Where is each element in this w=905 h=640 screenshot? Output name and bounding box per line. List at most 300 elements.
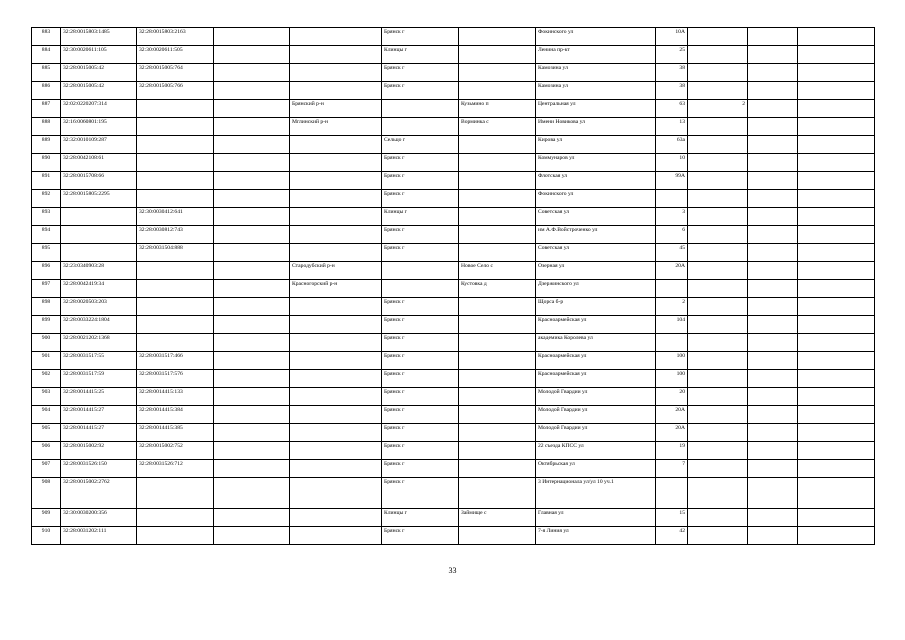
cadastral-number-cell: 32:28:0015708:66 <box>61 172 137 190</box>
cadastral-number-cell: 32:30:0030200:356 <box>61 509 137 527</box>
cadastral-number-cell: 32:28:0015803:1485 <box>61 28 137 46</box>
object-cadastral-number-cell <box>137 136 214 154</box>
street-cell: Молодой Гвардии ул <box>536 388 656 406</box>
table-row <box>32 226 875 244</box>
cadastral-number-cell: 32:28:0031517:55 <box>61 352 137 370</box>
building-cell <box>688 64 748 82</box>
settlement-cell <box>459 82 536 100</box>
object-cadastral-number-cell <box>137 190 214 208</box>
empty-cell <box>748 154 798 172</box>
building-cell <box>688 316 748 334</box>
city-cell: Сельцо г <box>382 136 459 154</box>
district-cell <box>290 424 382 442</box>
cadastral-number-cell <box>61 244 137 262</box>
row-number-cell: 909 <box>32 509 61 527</box>
building-cell <box>688 460 748 478</box>
cadastral-number-cell: 32:28:0031202:111 <box>61 527 137 545</box>
district-cell <box>290 527 382 545</box>
empty-cell <box>798 82 875 100</box>
settlement-cell <box>459 64 536 82</box>
settlement-cell <box>459 406 536 424</box>
cadastral-number-cell: 32:28:0015002:2762 <box>61 478 137 509</box>
table-row <box>32 527 875 545</box>
settlement-cell <box>459 424 536 442</box>
empty-cell <box>748 190 798 208</box>
empty-cell <box>214 478 290 509</box>
empty-cell <box>748 478 798 509</box>
cadastral-number-cell: 32:28:0021202:1368 <box>61 334 137 352</box>
cadastral-number-cell <box>61 226 137 244</box>
empty-cell <box>798 226 875 244</box>
empty-cell <box>214 64 290 82</box>
street-cell: Озерная ул <box>536 262 656 280</box>
empty-cell <box>798 460 875 478</box>
house-cell: 20А <box>656 424 688 442</box>
empty-cell <box>214 208 290 226</box>
city-cell: Брянск г <box>382 172 459 190</box>
empty-cell <box>798 442 875 460</box>
empty-cell <box>798 64 875 82</box>
building-cell: 2 <box>688 100 748 118</box>
table-row <box>32 118 875 136</box>
empty-cell <box>798 136 875 154</box>
object-cadastral-number-cell <box>137 509 214 527</box>
house-cell: 38 <box>656 64 688 82</box>
table-row <box>32 64 875 82</box>
row-number-cell: 884 <box>32 46 61 64</box>
house-cell: 38 <box>656 82 688 100</box>
district-cell <box>290 352 382 370</box>
empty-cell <box>798 100 875 118</box>
building-cell <box>688 244 748 262</box>
object-cadastral-number-cell: 32:28:0014415:385 <box>137 424 214 442</box>
house-cell: 100 <box>656 352 688 370</box>
empty-cell <box>748 244 798 262</box>
settlement-cell <box>459 208 536 226</box>
settlement-cell <box>459 190 536 208</box>
empty-cell <box>214 100 290 118</box>
empty-cell <box>214 298 290 316</box>
row-number-cell: 896 <box>32 262 61 280</box>
settlement-cell <box>459 370 536 388</box>
row-number-cell: 890 <box>32 154 61 172</box>
street-cell: Ленина пр-кт <box>536 46 656 64</box>
street-cell: Флотская ул <box>536 172 656 190</box>
empty-cell <box>748 64 798 82</box>
empty-cell <box>798 280 875 298</box>
object-cadastral-number-cell <box>137 527 214 545</box>
street-cell: Кирова ул <box>536 136 656 154</box>
table-row <box>32 154 875 172</box>
house-cell <box>656 478 688 509</box>
empty-cell <box>748 460 798 478</box>
city-cell: Брянск г <box>382 406 459 424</box>
street-cell: Советская ул <box>536 208 656 226</box>
settlement-cell <box>459 442 536 460</box>
table-row <box>32 82 875 100</box>
empty-cell <box>214 46 290 64</box>
cadastral-number-cell <box>61 208 137 226</box>
table-row <box>32 352 875 370</box>
empty-cell <box>214 28 290 46</box>
district-cell: Брянский р-н <box>290 100 382 118</box>
empty-cell <box>748 406 798 424</box>
settlement-cell <box>459 460 536 478</box>
district-cell <box>290 478 382 509</box>
city-cell: Брянск г <box>382 442 459 460</box>
settlement-cell <box>459 298 536 316</box>
table-row <box>32 100 875 118</box>
city-cell: Брянск г <box>382 82 459 100</box>
empty-cell <box>214 406 290 424</box>
empty-cell <box>748 424 798 442</box>
object-cadastral-number-cell: 32:30:0030412:641 <box>137 208 214 226</box>
district-cell <box>290 172 382 190</box>
object-cadastral-number-cell: 32:30:0020611:505 <box>137 46 214 64</box>
empty-cell <box>748 388 798 406</box>
city-cell: Клинцы г <box>382 208 459 226</box>
building-cell <box>688 28 748 46</box>
building-cell <box>688 190 748 208</box>
object-cadastral-number-cell <box>137 280 214 298</box>
cadastral-number-cell: 32:28:0015005:42 <box>61 64 137 82</box>
empty-cell <box>214 509 290 527</box>
city-cell: Клинцы г <box>382 46 459 64</box>
object-cadastral-number-cell: 32:28:0015005:766 <box>137 82 214 100</box>
house-cell: 10А <box>656 28 688 46</box>
street-cell: Октябрьская ул <box>536 460 656 478</box>
city-cell: Брянск г <box>382 316 459 334</box>
row-number-cell: 897 <box>32 280 61 298</box>
district-cell <box>290 244 382 262</box>
building-cell <box>688 424 748 442</box>
empty-cell <box>748 208 798 226</box>
object-cadastral-number-cell <box>137 172 214 190</box>
empty-cell <box>214 527 290 545</box>
empty-cell <box>748 172 798 190</box>
object-cadastral-number-cell <box>137 298 214 316</box>
object-cadastral-number-cell: 32:28:0014415:384 <box>137 406 214 424</box>
building-cell <box>688 208 748 226</box>
empty-cell <box>798 388 875 406</box>
row-number-cell: 910 <box>32 527 61 545</box>
street-cell: Красноармейская ул <box>536 352 656 370</box>
cadastral-number-cell: 32:30:0020611:105 <box>61 46 137 64</box>
city-cell: Брянск г <box>382 334 459 352</box>
row-number-cell: 893 <box>32 208 61 226</box>
building-cell <box>688 352 748 370</box>
table-row <box>32 334 875 352</box>
district-cell <box>290 442 382 460</box>
empty-cell <box>798 46 875 64</box>
cadastral-number-cell: 32:28:0031526:150 <box>61 460 137 478</box>
cadastral-number-cell: 32:28:0042419:34 <box>61 280 137 298</box>
city-cell <box>382 100 459 118</box>
row-number-cell: 906 <box>32 442 61 460</box>
district-cell <box>290 388 382 406</box>
house-cell: 20А <box>656 406 688 424</box>
empty-cell <box>214 136 290 154</box>
building-cell <box>688 82 748 100</box>
object-cadastral-number-cell: 32:28:0031504:888 <box>137 244 214 262</box>
street-cell: Фокинского ул <box>536 190 656 208</box>
empty-cell <box>748 226 798 244</box>
table-row <box>32 244 875 262</box>
settlement-cell <box>459 154 536 172</box>
cadastral-number-cell: 32:28:0015005:42 <box>61 82 137 100</box>
street-cell: Камозина ул <box>536 82 656 100</box>
district-cell <box>290 208 382 226</box>
district-cell <box>290 28 382 46</box>
empty-cell <box>214 262 290 280</box>
building-cell <box>688 509 748 527</box>
cadastral-number-cell: 32:28:0042108:61 <box>61 154 137 172</box>
empty-cell <box>748 118 798 136</box>
empty-cell <box>214 460 290 478</box>
street-cell: Фокинского ул <box>536 28 656 46</box>
empty-cell <box>798 478 875 509</box>
city-cell: Брянск г <box>382 424 459 442</box>
row-number-cell: 888 <box>32 118 61 136</box>
empty-cell <box>748 370 798 388</box>
settlement-cell: Новое Село с <box>459 262 536 280</box>
empty-cell <box>798 154 875 172</box>
cadastral-number-cell: 32:28:0014415:25 <box>61 388 137 406</box>
district-cell: Красногорский р-н <box>290 280 382 298</box>
table-row <box>32 262 875 280</box>
district-cell <box>290 370 382 388</box>
row-number-cell: 900 <box>32 334 61 352</box>
street-cell: Коммунаров ул <box>536 154 656 172</box>
object-cadastral-number-cell <box>137 334 214 352</box>
empty-cell <box>798 316 875 334</box>
house-cell: 6 <box>656 226 688 244</box>
table-row <box>32 28 875 46</box>
row-number-cell: 889 <box>32 136 61 154</box>
street-cell: 7-я Линия ул <box>536 527 656 545</box>
empty-cell <box>748 442 798 460</box>
city-cell: Брянск г <box>382 352 459 370</box>
house-cell: 42 <box>656 527 688 545</box>
empty-cell <box>798 298 875 316</box>
empty-cell <box>748 82 798 100</box>
settlement-cell: Кустовка д <box>459 280 536 298</box>
empty-cell <box>798 190 875 208</box>
row-number-cell: 885 <box>32 64 61 82</box>
building-cell <box>688 442 748 460</box>
row-number-cell: 898 <box>32 298 61 316</box>
cadastral-number-cell: 32:28:0020503:203 <box>61 298 137 316</box>
building-cell <box>688 406 748 424</box>
street-cell: академика Королева ул <box>536 334 656 352</box>
object-cadastral-number-cell: 32:28:0030812:743 <box>137 226 214 244</box>
district-cell <box>290 136 382 154</box>
settlement-cell <box>459 172 536 190</box>
building-cell <box>688 478 748 509</box>
city-cell: Брянск г <box>382 298 459 316</box>
cadastral-number-cell: 32:28:0033224:1804 <box>61 316 137 334</box>
house-cell: 19 <box>656 442 688 460</box>
building-cell <box>688 136 748 154</box>
street-cell: Советская ул <box>536 244 656 262</box>
building-cell <box>688 262 748 280</box>
empty-cell <box>798 370 875 388</box>
empty-cell <box>748 334 798 352</box>
empty-cell <box>214 226 290 244</box>
city-cell: Брянск г <box>382 226 459 244</box>
empty-cell <box>214 190 290 208</box>
table-row <box>32 509 875 527</box>
house-cell: 20А <box>656 262 688 280</box>
cadastral-number-cell: 32:23:0340903:28 <box>61 262 137 280</box>
street-cell: 22 съезда КПСС ул <box>536 442 656 460</box>
empty-cell <box>748 46 798 64</box>
empty-cell <box>748 316 798 334</box>
settlement-cell <box>459 28 536 46</box>
city-cell <box>382 118 459 136</box>
empty-cell <box>214 154 290 172</box>
row-number-cell: 895 <box>32 244 61 262</box>
city-cell: Клинцы г <box>382 509 459 527</box>
row-number-cell: 905 <box>32 424 61 442</box>
table-row <box>32 478 875 509</box>
house-cell: 100 <box>656 370 688 388</box>
table-row <box>32 190 875 208</box>
cadastral-number-cell: 32:28:0015805:2295 <box>61 190 137 208</box>
empty-cell <box>214 424 290 442</box>
table-row <box>32 406 875 424</box>
settlement-cell <box>459 352 536 370</box>
empty-cell <box>798 334 875 352</box>
table-body <box>32 28 875 545</box>
house-cell: 15 <box>656 509 688 527</box>
house-cell: 7 <box>656 460 688 478</box>
street-cell: 3 Интернационала ул/ул 10 уч.1 <box>536 478 656 509</box>
empty-cell <box>748 352 798 370</box>
street-cell: Молодой Гвардии ул <box>536 424 656 442</box>
empty-cell <box>748 298 798 316</box>
table-row <box>32 370 875 388</box>
empty-cell <box>748 136 798 154</box>
empty-cell <box>214 280 290 298</box>
settlement-cell <box>459 136 536 154</box>
city-cell: Брянск г <box>382 370 459 388</box>
building-cell <box>688 172 748 190</box>
building-cell <box>688 118 748 136</box>
district-cell <box>290 64 382 82</box>
settlement-cell <box>459 316 536 334</box>
empty-cell <box>748 527 798 545</box>
district-cell <box>290 334 382 352</box>
cadastral-number-cell: 32:02:0220207:314 <box>61 100 137 118</box>
street-cell: Дзержинского ул <box>536 280 656 298</box>
house-cell: 63 <box>656 100 688 118</box>
house-cell: 10 <box>656 154 688 172</box>
empty-cell <box>214 334 290 352</box>
empty-cell <box>214 388 290 406</box>
cadastral-number-cell: 32:28:0031517:59 <box>61 370 137 388</box>
house-cell <box>656 280 688 298</box>
city-cell: Брянск г <box>382 244 459 262</box>
row-number-cell: 903 <box>32 388 61 406</box>
empty-cell <box>798 172 875 190</box>
table-row <box>32 316 875 334</box>
house-cell <box>656 334 688 352</box>
building-cell <box>688 334 748 352</box>
settlement-cell <box>459 244 536 262</box>
settlement-cell <box>459 226 536 244</box>
empty-cell <box>214 370 290 388</box>
building-cell <box>688 527 748 545</box>
settlement-cell <box>459 478 536 509</box>
district-cell <box>290 82 382 100</box>
house-cell: 20 <box>656 388 688 406</box>
settlement-cell: Кузьмино п <box>459 100 536 118</box>
object-cadastral-number-cell <box>137 118 214 136</box>
district-cell: Мглинский р-н <box>290 118 382 136</box>
object-cadastral-number-cell: 32:28:0015005:764 <box>137 64 214 82</box>
row-number-cell: 891 <box>32 172 61 190</box>
district-cell <box>290 226 382 244</box>
empty-cell <box>748 280 798 298</box>
empty-cell <box>798 262 875 280</box>
table-row <box>32 298 875 316</box>
empty-cell <box>748 509 798 527</box>
row-number-cell: 894 <box>32 226 61 244</box>
row-number-cell: 904 <box>32 406 61 424</box>
district-cell <box>290 316 382 334</box>
street-cell: Молодой Гвардии ул <box>536 406 656 424</box>
table-row <box>32 46 875 64</box>
object-cadastral-number-cell <box>137 316 214 334</box>
empty-cell <box>214 118 290 136</box>
empty-cell <box>748 100 798 118</box>
building-cell <box>688 370 748 388</box>
building-cell <box>688 280 748 298</box>
house-cell: 99А <box>656 172 688 190</box>
empty-cell <box>748 262 798 280</box>
cadastral-number-cell: 32:32:0010109:287 <box>61 136 137 154</box>
street-cell: Щорса б-р <box>536 298 656 316</box>
house-cell: 3 <box>656 208 688 226</box>
district-cell: Стародубский р-н <box>290 262 382 280</box>
street-cell: Центральная ул <box>536 100 656 118</box>
city-cell: Брянск г <box>382 460 459 478</box>
settlement-cell <box>459 527 536 545</box>
empty-cell <box>214 172 290 190</box>
cadastral-number-cell: 32:16:0060801:195 <box>61 118 137 136</box>
district-cell <box>290 406 382 424</box>
empty-cell <box>214 244 290 262</box>
object-cadastral-number-cell: 32:28:0031517:466 <box>137 352 214 370</box>
empty-cell <box>214 82 290 100</box>
city-cell: Брянск г <box>382 527 459 545</box>
settlement-cell: Займище с <box>459 509 536 527</box>
settlement-cell <box>459 46 536 64</box>
street-cell: им А.Ф.Войстроченко ул <box>536 226 656 244</box>
house-cell: 104 <box>656 316 688 334</box>
district-cell <box>290 190 382 208</box>
city-cell <box>382 280 459 298</box>
house-cell: 45 <box>656 244 688 262</box>
row-number-cell: 902 <box>32 370 61 388</box>
row-number-cell: 883 <box>32 28 61 46</box>
empty-cell <box>798 527 875 545</box>
street-cell: Имени Новикова ул <box>536 118 656 136</box>
page-number: 33 <box>448 566 457 575</box>
building-cell <box>688 46 748 64</box>
city-cell: Брянск г <box>382 388 459 406</box>
